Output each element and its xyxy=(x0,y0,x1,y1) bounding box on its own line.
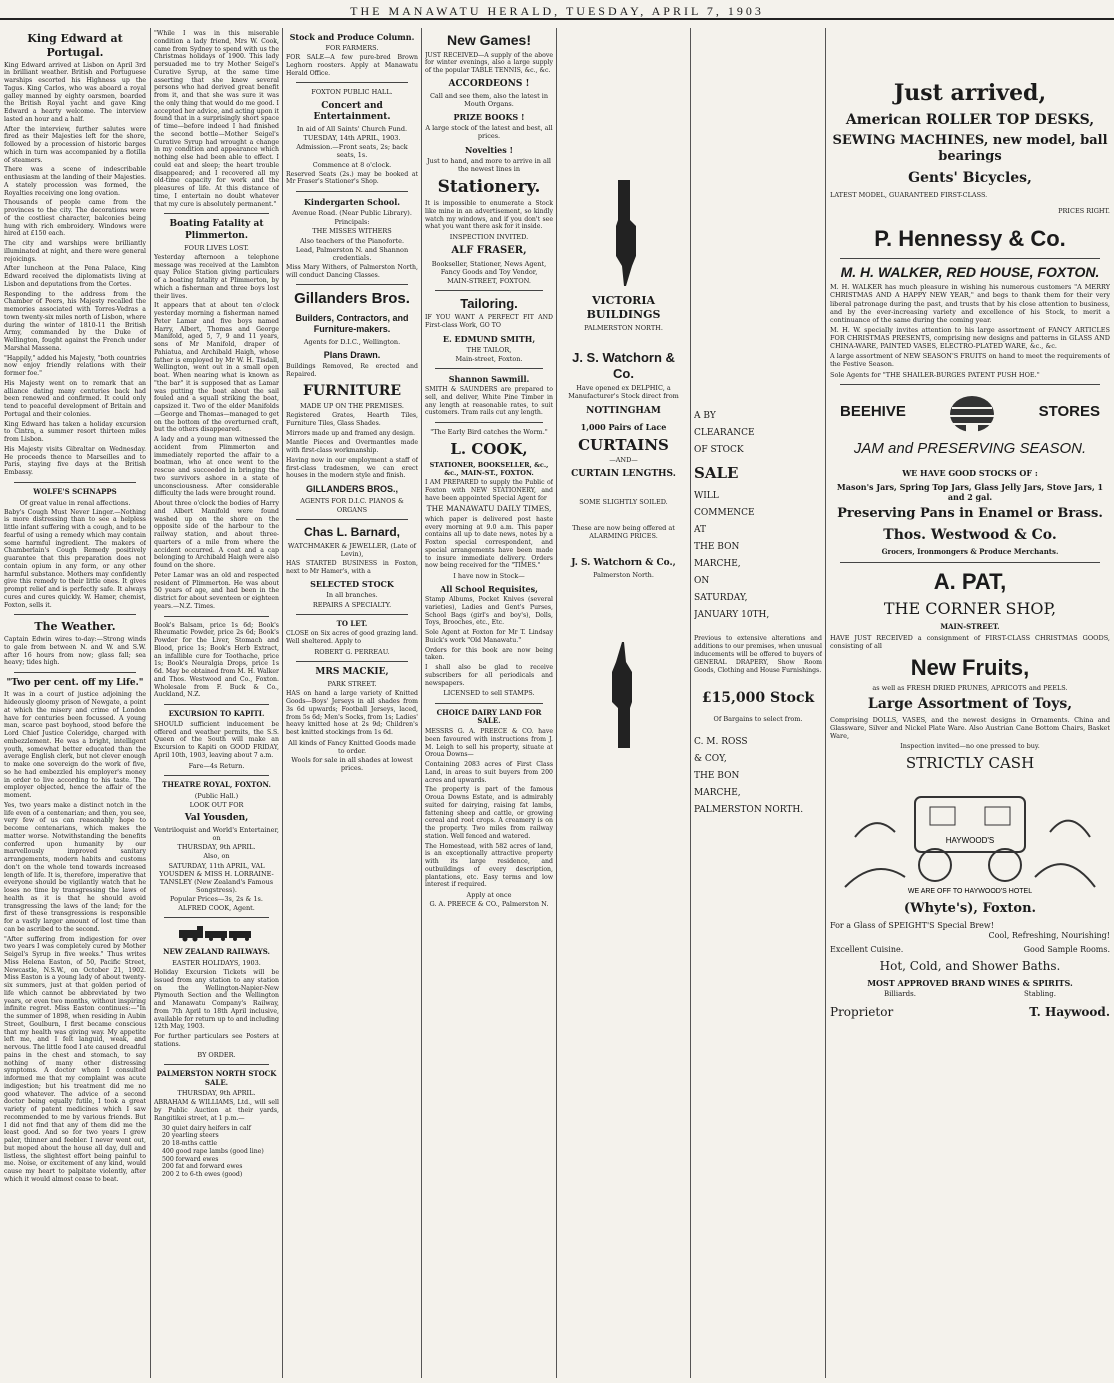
ad-paragraph: For further particulars see Posters at stations. xyxy=(154,1033,279,1048)
ad-headline: ALF FRASER, xyxy=(451,245,527,257)
ad-line: LOOK OUT FOR xyxy=(189,800,244,809)
ad-paragraph: The Homestead, with 582 acres of land, is an exceptionally attractive property with its large residence, and outbuildings of every description, plantations, etc. Easy terms and low interest if required. xyxy=(425,842,553,889)
ad-headline: EXCURSION TO KAPITI. xyxy=(168,709,265,719)
divider xyxy=(296,661,408,662)
ad-line: Palmerston North. xyxy=(593,571,654,580)
divider xyxy=(164,616,269,617)
ad-paragraph: Mantle Pieces and Overmantles made with first-class workmanship. xyxy=(286,439,418,455)
article-paragraph: There was a scene of indescribable enthusiasm at the landing of their Majesties. A stately procession was formed, the Royalties receiving one long ovation. xyxy=(4,166,146,197)
pointing-hand-icon xyxy=(604,640,644,750)
ad-headline: Novelties ! xyxy=(464,144,514,155)
beehive-icon xyxy=(942,390,1002,436)
ad-paragraph: Sole Agent at Foxton for Mr T. Lindsay Buick's work "Old Manawatu." xyxy=(425,629,553,644)
ad-headline: SEWING MACHINES, new model, ball bearings xyxy=(832,133,1108,165)
ad-line: TUESDAY, 14th APRIL, 1903. xyxy=(303,134,401,143)
list-item: 200 2 to 6-th ewes (good) xyxy=(162,1171,243,1179)
divider xyxy=(164,1064,269,1065)
ad-paragraph: Previous to extensive alterations and additions to our premises, when unusual inducements will be offered to buyers of GENERAL DRAPERY, Show Room Goods, Clothing and House Furnishings. xyxy=(694,634,822,674)
divider xyxy=(164,213,269,214)
ad-line: MARCHE, xyxy=(694,788,741,799)
train-icon xyxy=(177,924,257,942)
ad-line: Billiards. xyxy=(884,990,916,998)
ad-line: Commence at 8 o'clock. xyxy=(312,160,392,169)
ad-line: ROBERT G. PERREAU. xyxy=(314,647,390,656)
ad-line: Agents for D.I.C., Wellington. xyxy=(303,337,401,346)
column-4 xyxy=(425,28,553,1378)
ad-headline: M. H. WALKER, RED HOUSE, FOXTON. xyxy=(840,263,1100,280)
ad-headline: P. Hennessy & Co. xyxy=(874,226,1066,252)
ad-line: Lead, Palmerston N. and Shannon credentials. xyxy=(295,245,409,262)
ad-line: Admission.—Front seats, 2s; back seats, 1s. xyxy=(296,143,408,160)
ad-line: Wools for sale in all shades at lowest prices. xyxy=(291,756,413,773)
ad-line: WILL xyxy=(694,490,719,501)
column-7 xyxy=(830,28,1110,1378)
ad-line: BY ORDER. xyxy=(197,1050,236,1059)
ad-line: —AND— xyxy=(609,456,638,465)
article-paragraph: "After suffering from indigestion for over two years I was completely cured by Mother Seigel's Syrup in five weeks." Thus writes Miss Helena Easton, of 50, Pacific Street, Newcastle, N.S.W., on October 21, 1902. Miss Easton is a young lady of about twenty-six summers, just at that golden period of life which cannot be abbreviated by two years, or even two months, without inspiring infinite regret. Miss Easton continues:—"In the summer of 1898, when residing in Aubin Street, Goulburn, I first became conscious that my health was giving way. My appetite left me, and I felt languid, weak, and nervous. The little food I ate caused dreadful pains in the chest and stomach, to say nothing of many other distressing symptoms. A doctor whom I consulted informed me that my complaint was acute indigestion; but his treatment did me no good whatever. The advice of a second doctor being equally futile, I took a great variety of patent medicines which I saw recommended to me by various friends. But I did not find that any of them did me the least good. And so for two years I grew paler, thinner and feebler. I never went out, but moped about the house all day, dull and listless, the slightest effort being painful to me. Noise, or excitement of any kind, would cause my heart to palpitate violently, after which it would almost cease to beat. xyxy=(4,935,146,1183)
ad-line: THE TAILOR, xyxy=(466,345,512,354)
article-headline: Boating Fatality at Plimmerton. xyxy=(169,219,264,241)
divider xyxy=(840,258,1100,259)
ad-headline: JAM and PRESERVING SEASON. xyxy=(853,439,1087,457)
ad-paragraph: Reserved Seats (2s.) may be booked at Mr Fraser's Stationer's Shop. xyxy=(286,170,418,186)
ad-line: ON xyxy=(694,576,710,587)
ad-paragraph: Stamp Albums, Pocket Knives (several varieties), Ladies and Gent's Purses, School Bags (girl's and boy's), Dolls, Toys, Brooches, etc., Etc. xyxy=(425,596,553,627)
ad-line: OF STOCK xyxy=(694,445,744,456)
amenities-row xyxy=(830,990,1110,999)
article-paragraph: "Happily," added his Majesty, "both countries now enjoy friendly relations with their former foe." xyxy=(4,354,146,377)
ad-line: Proprietor xyxy=(830,1004,894,1019)
ad-paragraph: FOR SALE—A few pure-bred Brown Leghorn roosters. Apply at Manawatu Herald Office. xyxy=(286,54,418,77)
divider xyxy=(435,703,543,704)
ad-paragraph: Containing 2083 acres of First Class Land, in areas to suit buyers from 200 acres and upwards. xyxy=(425,761,553,784)
column-rule xyxy=(282,28,283,1378)
ad-line: WATCHMAKER & JEWELLER, (Late of Levin), xyxy=(287,541,417,558)
article-paragraph: About three o'clock the bodies of Harry and Albert Manifold were found washed up on the shore on the opposite side of the harbour to the railway station, and about three-quarters of a mile from where the accident occurred. A coat and a cap belonging to Archibald Haigh were also found on the shore. xyxy=(154,500,279,570)
ad-paragraph: Miss Mary Withers, of Palmerston North, will conduct Dancing Classes. xyxy=(286,263,418,279)
ad-headline: Tailoring. xyxy=(460,296,518,311)
article-paragraph: Captain Edwin wires to-day:—Strong winds to gale from between N. and W. and S.W. after 16 hours from now; glass fall; sea heavy; tides high. xyxy=(4,636,146,667)
ad-headline: Kindergarten School. xyxy=(303,197,401,208)
article-paragraph: After luncheon at the Pena Palace, King Edward received the diplomatists living at Lisbon and deputations from the Cortes. xyxy=(4,265,146,288)
ad-subheadline: Grocers, Ironmongers & Produce Merchants. xyxy=(881,547,1059,557)
ad-paragraph: Baby's Cough Must Never Linger.—Nothing is more distressing than to see a helpless little infant suffering with a cough, and to be fearful of using a remedy which may contain some harmful ingredient. The makers of Chamberlain's Cough Remedy positively guarantee that this preparation does not contain opium in any form, or any other harmful substance. Mothers may confidently give this remedy to their little ones. It gives prompt relief and is perfectly safe. It always cures and cures quickly. W. Hamer, chemist, Foxton, sells it. xyxy=(4,508,146,609)
column-rule xyxy=(150,28,151,1378)
proprietor-row xyxy=(830,1005,1110,1020)
divider xyxy=(296,519,408,520)
column-rule xyxy=(556,28,557,1378)
ad-headline: J. S. Watchorn & Co., xyxy=(571,558,676,569)
ad-headline: STRICTLY CASH xyxy=(905,754,1035,772)
coach-illustration-icon xyxy=(835,777,1105,897)
ad-line: SATURDAY, xyxy=(694,593,748,604)
ad-paragraph: which paper is delivered post haste every morning at 9.0 a.m. This paper contains all up to date news, notes by a Foxton special correspondent, and special arrangements have been made to insure immediate delivery. Orders now being received for the "TIMES." xyxy=(425,515,553,570)
ad-line: "The Early Bird catches the Worm." xyxy=(430,428,548,436)
ad-headline: Thos. Westwood & Co. xyxy=(883,526,1057,543)
ad-headline: Chas L. Barnard, xyxy=(303,524,401,539)
ad-headline: NOTTINGHAM xyxy=(586,406,661,417)
ad-line: I have now in Stock— xyxy=(453,572,525,580)
list-item: 20 18-mths cattle xyxy=(162,1140,218,1148)
ad-line: Call and see them, also the latest in Mouth Organs. xyxy=(429,92,549,109)
divider xyxy=(14,482,136,483)
ad-line: G. A. PREECE & CO., Palmerston N. xyxy=(429,900,549,909)
ad-headline: Large Assortment of Toys, xyxy=(867,696,1073,712)
ad-subheadline: Builders, Contractors, and Furniture-makers. xyxy=(295,313,409,335)
ad-headline: CURTAINS xyxy=(578,435,669,454)
ad-headline: MRS MACKIE, xyxy=(315,667,389,677)
column-2 xyxy=(154,28,279,1378)
ad-subheadline: MOST APPROVED BRAND WINES & SPIRITS. xyxy=(867,978,1073,988)
ad-headline: SALE xyxy=(694,464,739,483)
ad-line: SOME SLIGHTLY SOILED. xyxy=(579,497,668,506)
ad-subheadline: MAIN-STREET. xyxy=(940,622,1000,632)
ad-headline: Stationery. xyxy=(437,176,541,197)
ad-headline: Concert and Entertainment. xyxy=(313,100,391,122)
ad-line: Good Sample Rooms. xyxy=(1023,945,1110,954)
ad-line: PALMERSTON NORTH. xyxy=(584,323,663,332)
divider xyxy=(296,284,408,285)
ad-paragraph: I AM PREPARED to supply the Public of Foxton with NEW STATIONERY, and have been appointed Special Agent for xyxy=(425,479,553,502)
divider xyxy=(435,290,543,291)
ad-line: THURSDAY, 9th APRIL. xyxy=(177,843,256,852)
divider xyxy=(296,82,408,83)
ad-headline: GILLANDERS BROS., xyxy=(305,484,398,495)
masthead: THE MANAWATU HERALD, TUESDAY, APRIL 7, 1903 xyxy=(0,0,1114,20)
ad-paragraph: CLOSE on Six acres of good grazing land. Well sheltered. Apply to xyxy=(286,630,418,646)
ad-headline: J. S. Watchorn & Co. xyxy=(572,349,675,381)
ad-subtitle: Avenue Road. (Near Public Library). xyxy=(292,209,412,218)
list-item: 400 good rape lambs (good line) xyxy=(162,1147,264,1155)
ad-line: JANUARY 10TH, xyxy=(694,610,770,621)
ad-line: Also, on xyxy=(203,852,230,861)
ad-line: PRICES RIGHT. xyxy=(1058,207,1110,216)
ad-paragraph: Orders for this book are now being taken. xyxy=(425,646,553,662)
ad-line: & COY, xyxy=(694,753,727,764)
ad-line: AT xyxy=(694,524,707,535)
ad-subtitle: (Public Hall.) xyxy=(194,791,239,800)
ad-headline: NEW ZEALAND RAILWAYS. xyxy=(163,947,270,957)
coach-label: HAYWOOD'S xyxy=(945,835,995,845)
ad-subtitle: PARK STREET. xyxy=(327,680,377,689)
ad-paragraph: Book's Balsam, price 1s 6d; Book's Rheumatic Powder, price 2s 6d; Book's Powder for the Liver, Stomach and Blood, price 1s; Book's Herb Extract, an infallible cure for Toothache, price 1s; Book's Neuralgia Drops, price 1s 6d. May be obtained from M. H. Walker and Thos. Westwood and Co., Foxton. Wholesale from F. Buck & Co., Auckland, N.Z. xyxy=(154,621,279,699)
column-rule xyxy=(825,28,826,1378)
ad-subheadline: All School Requisites, xyxy=(440,584,538,595)
pointing-hand-icon xyxy=(604,178,644,288)
ad-line: THE BON xyxy=(694,770,740,781)
ad-paragraph: MESSRS G. A. PREECE & CO. have been favoured with instructions from J. M. Leigh to sell his property, situate at Oroua Downs— xyxy=(425,728,553,759)
ad-headline: CURTAIN LENGTHS. xyxy=(571,468,676,479)
column-rule xyxy=(421,28,422,1378)
article-paragraph: It was in a court of justice adjoining the hideously gloomy prison of Newgate, a point at which the misery and crime of London have for centuries been focussed. A young man, scarce past boyhood, stood before the Lord Chief Justice Coleridge, charged with embezzlement. He was a bright, intelligent youth, somewhat better educated than the average English clerk, but not clever enough to make one sovereign do the work of five, so he had embezzled his employer's money in order to live according to his taste. The employer objected, hence the affair of the moment. xyxy=(4,691,146,800)
ad-headline: ACCORDEONS ! xyxy=(448,78,530,89)
ad-paragraph: Sole Agents for "THE SHAILER-BURGES PATENT PUSH HOE." xyxy=(830,370,1040,379)
ad-paragraph: Comprising DOLLS, VASES, and the newest designs in Ornaments. China and Glassware, Silver and Nickel Plate Ware. Also Austrian Cane Bottom Chairs, Basket Ware, xyxy=(830,715,1110,740)
list-item: 200 fat and forward ewes xyxy=(162,1163,243,1171)
ad-headline: THEATRE ROYAL, FOXTON. xyxy=(162,779,271,789)
ad-headline: VICTORIA BUILDINGS xyxy=(586,294,661,321)
article-subtitle: FOUR LIVES LOST. xyxy=(184,243,249,252)
ad-paragraph: Mirrors made up and framed any design. xyxy=(286,429,415,437)
ad-headline: PRIZE BOOKS ! xyxy=(453,112,525,123)
article-paragraph: King Edward has taken a holiday excursion to Cintra, a summer resort thirteen miles from Lisbon. xyxy=(4,420,146,443)
ad-line: All kinds of Fancy Knitted Goods made to order. xyxy=(288,738,416,755)
ad-line: INSPECTION INVITED. xyxy=(449,233,529,241)
ad-paragraph: A large assortment of NEW SEASON'S FRUITS on hand to meet the requirements of the Festive Season. xyxy=(830,352,1110,369)
ad-paragraph: IF YOU WANT A PERFECT FIT AND First-class Work, GO TO xyxy=(425,314,553,329)
list-item: 20 yearling steers xyxy=(162,1132,219,1140)
ad-headline: L. COOK, xyxy=(450,440,528,459)
ad-line: CLEARANCE xyxy=(694,428,755,439)
ad-line: Bookseller, Stationer, News Agent, Fancy Goods and Toy Vendor, xyxy=(431,259,547,276)
ad-line: Cool, Refreshing, Nourishing! xyxy=(988,931,1110,940)
ad-paragraph: I shall also be glad to receive subscribers for all periodicals and newspapers. xyxy=(425,664,553,687)
ad-line: THE MANAWATU DAILY TIMES, xyxy=(426,504,552,514)
article-paragraph: It appears that at about ten o'clock yesterday morning a fisherman named Peter Lamar and five boys named Harry, Albert, Thomas and George Manifold, aged 5, 7, 9 and 11 years, sons of Mr Manifold, draper of Pahiatua, and Archibald Haigh, whose father is employed by Mr W. H. Tisdall, Wellington, went out in a small open boat. When nearing what is known as "the bar" it is supposed that as Lamar was putting the boat about the sail fouled and a squall striking the boat, capsized it. Two of the elder Manifolds—George and Thomas—managed to get on the bottom of the overturned craft, but the others disappeared. xyxy=(154,302,279,434)
ad-line: LICENSED to sell STAMPS. xyxy=(443,689,535,698)
divider xyxy=(435,422,543,423)
divider xyxy=(840,562,1100,563)
ad-subheadline: 1,000 Pairs of Lace xyxy=(580,421,667,432)
ad-subtitle: FOR FARMERS. xyxy=(325,44,379,52)
divider xyxy=(14,672,136,673)
ad-headline: E. EDMUND SMITH, xyxy=(442,333,536,344)
ad-line: For a Glass of SPEIGHT'S Special Brew! xyxy=(830,921,994,930)
ad-line: T. Haywood. xyxy=(1029,1004,1110,1019)
ad-paragraph: HAS STARTED BUSINESS in Foxton, next to Mr Hamer's, with a xyxy=(286,559,418,575)
ad-line: Popular Prices—3s, 2s & 1s. xyxy=(170,895,263,903)
ad-headline: Gillanders Bros. xyxy=(294,290,410,308)
column-5 xyxy=(560,28,687,1378)
ad-headline: Shannon Sawmill. xyxy=(448,374,530,384)
ad-subtitle: Of great value in renal affections. xyxy=(19,498,131,507)
ad-line: Of Bargains to select from. xyxy=(713,715,803,724)
ad-line: Also teachers of the Pianoforte. xyxy=(299,236,405,245)
column-6 xyxy=(694,28,822,1378)
ad-headline: American ROLLER TOP DESKS, xyxy=(845,111,1095,128)
ad-line: Just to hand, and more to arrive in all the newest lines in xyxy=(426,156,552,173)
ad-line: AGENTS FOR D.I.C. PIANOS & ORGANS xyxy=(300,497,404,514)
ad-headline: Stock and Produce Column. xyxy=(289,32,415,42)
column-rule xyxy=(690,28,691,1378)
ad-headline: WOLFE'S SCHNAPPS xyxy=(33,486,117,496)
beehive-banner xyxy=(830,390,1110,436)
ad-line: SATURDAY, 11th APRIL, VAL YOUSDEN & MISS H. LORRAINE-TANSLEY (New Zealand's Famous Songstress). xyxy=(159,861,274,894)
ad-line: REPAIRS A SPECIALTY. xyxy=(312,600,392,609)
ad-paragraph: SHOULD sufficient inducement be offered and weather permits, the S.S. Queen of the South will make an Excursion to Kapiti on GOOD FRIDAY, April 10th, 1903, leaving about 7 a.m. xyxy=(154,720,279,759)
list-item: 500 forward ewes xyxy=(162,1155,219,1163)
divider xyxy=(14,614,136,615)
ad-line: LATEST MODEL, GUARANTEED FIRST-CLASS. xyxy=(830,191,988,199)
ad-line: C. M. ROSS xyxy=(694,736,748,747)
ad-line: COMMENCE xyxy=(694,507,755,518)
ad-headline: Val Yousden, xyxy=(184,812,249,823)
ad-paragraph: Having now in our employment a staff of first-class tradesmen, we can erect houses in the modern style and finish. xyxy=(286,456,418,480)
ad-line: Have opened ex DELPHIC, a Manufacturer's Stock direct from xyxy=(568,384,679,401)
ad-headline: Gents' Bicycles, xyxy=(908,169,1032,186)
ad-line: THE MISSES WITHERS xyxy=(312,227,392,236)
ad-headline: STORES xyxy=(1038,403,1100,421)
ad-paragraph: SMITH & SAUNDERS are prepared to sell, and deliver, White Pine Timber in any length at reasonable rates, to suit customers. Tram rails cut any length. xyxy=(425,386,553,417)
article-paragraph: "While I was in this miserable condition a lady friend, Mrs W. Cook, came from Sydney to spend with us the Christmas holidays of 1900. This lady persuaded me to try Mother Seigel's Curative Syrup, at the same time asserting that she knew several persons who had derived great benefit from it, and that she was sure it was the only thing that would do me good. I accepted her advice, and acting upon it found that in a surprisingly short space of time—before indeed I had finished the second bottle—Mother Seigel's Curative Syrup had wrought a change in my condition and appearance which nothing else had been able to effect. I could eat and sleep; the heart trouble disappeared; and I recovered all my old-time capacity for work and the pleasures of life. At this distance of time, I entertain no doubt whatever that my cure is absolutely permanent." xyxy=(154,30,279,208)
coach-caption: WE ARE OFF TO HAYWOOD'S HOTEL xyxy=(907,887,1033,895)
ad-line: MADE UP ON THE PREMISES. xyxy=(300,402,404,410)
ad-line: PALMERSTON NORTH. xyxy=(694,805,804,816)
ad-paragraph: ABRAHAM & WILLIAMS, Ltd., will sell by Public Auction at their yards, Rangitikei street, at 1 p.m.— xyxy=(154,1099,279,1122)
article-paragraph: After the interview, further salutes were fired as their Majesties left for the shore, followed by a procession of historic barges which in turn was accompanied by a flotilla of steamers. xyxy=(4,125,146,164)
ad-line: Excellent Cuisine. xyxy=(830,945,904,954)
ad-line: In all branches. xyxy=(326,591,378,600)
ad-line: THE BON xyxy=(694,542,740,553)
ad-line: Apply at once xyxy=(466,891,512,899)
ad-line: A BY xyxy=(694,411,716,421)
ad-line: Ventriloquist and World's Entertainer, on xyxy=(154,826,279,843)
divider xyxy=(435,368,543,369)
divider xyxy=(296,191,408,192)
ad-subheadline: Plans Drawn. xyxy=(323,349,381,360)
ad-paragraph: HAS on hand a large variety of Knitted Goods—Boys' Jerseys in all shades from 3s 6d upwards; Football Jerseys, laced, from 5s 6d; Men's Socks, from 1s; Ladies' heavy knitted hose at 2s 9d; Children's best knitted stockings from 1s 6d. xyxy=(286,690,418,737)
ad-subheadline: WE HAVE GOOD STOCKS OF : xyxy=(902,468,1038,479)
article-paragraph: A lady and a young man witnessed the accident from Plimmerton and immediately reported the affair to a boatman, who at once went to the rescue and succeeded in bringing the two survivors ashore in a state of unconsciousness. After considerable difficulty the lads were brought round. xyxy=(154,436,279,498)
ad-headline: Preserving Pans in Enamel or Brass. xyxy=(837,506,1103,522)
column-1 xyxy=(4,28,146,1378)
ad-subtitle: EASTER HOLIDAYS, 1903. xyxy=(172,959,261,967)
article-paragraph: Yes, two years make a distinct notch in the life even of a centenarian; and then, you see, very few of us can reasonably hope to become centenarians, which makes the matter worse. Notwithstanding the benefits conferred upon humanity by our marvellously improved sanitary arrangements, modern habits and customs don't on the whole tend towards increased length of life. It is, therefore, imperative that everyone should be vigilantly watch that he loses no time by transgressing the laws of health as it is that he should avoid transgressing the laws of the land; for the first of these transgressions is responsible for a vastly larger amount of lost time than can be ascribed to the second. xyxy=(4,801,146,933)
ad-headline: Just arrived, xyxy=(893,80,1047,106)
divider xyxy=(164,917,269,918)
ad-headline: New Games! xyxy=(446,32,532,48)
article-paragraph: The city and warships were brilliantly illuminated at night, and there were general rejoicings. xyxy=(4,240,146,263)
ad-headline: £15,000 Stock xyxy=(701,689,815,706)
ad-headline: Hot, Cold, and Shower Baths. xyxy=(879,959,1061,973)
column-3 xyxy=(286,28,418,1378)
divider xyxy=(164,775,269,776)
ad-paragraph: M. H. W. specially invites attention to his large assortment of FANCY ARTICLES FOR CHRISTMAS PRESENTS, comprising new designs and patterns in GLASS AND CHINA-WARE, PAINTED VASES, ELECTRO-PLATED WARE, &c., &c. xyxy=(830,325,1110,351)
ad-paragraph: Buildings Removed, Re erected and Repaired. xyxy=(286,363,418,378)
ad-paragraph: It is impossible to enumerate a Stock like mine in an advertisement, so kindly watch my windows, and if you don't see what you want there ask for it inside. xyxy=(425,200,553,231)
ad-line: These are now being offered at ALARMING PRICES. xyxy=(572,523,675,540)
ad-subheadline: Mason's Jars, Spring Top Jars, Glass Jelly Jars, Stove Jars, 1 and 2 gal. xyxy=(836,482,1104,503)
ad-headline: BEEHIVE xyxy=(840,403,906,421)
divider xyxy=(164,704,269,705)
article-paragraph: Peter Lamar was an old and respected resident of Plimmerton. He was about 50 years of age, and had been in the district for about seventeen or eighteen years.—N.Z. Times. xyxy=(154,571,279,610)
divider xyxy=(840,384,1100,385)
ad-paragraph: HAVE JUST RECEIVED a consignment of FIRST-CLASS CHRISTMAS GOODS, consisting of all xyxy=(830,634,1110,651)
ad-line: In aid of All Saints' Church Fund. xyxy=(296,125,408,133)
list-item: 30 quiet dairy heifers in calf xyxy=(162,1124,251,1132)
article-headline: King Edward at Portugal. xyxy=(27,32,123,59)
ad-line: A large stock of the latest and best, all prices. xyxy=(425,124,553,141)
ad-headline: PALMERSTON NORTH STOCK SALE. xyxy=(156,1068,277,1087)
article-paragraph: Responding to the address from the Chamber of Peers, his Majesty recalled the memories associated with Torres-Vedras a town twenty-six miles north of Lisbon, where during the winter of 1810-11 the British Army, commanded by the Duke of Wellington, fought against the French under Marshal Massena. xyxy=(4,290,146,352)
ad-line: Principals: xyxy=(334,218,370,227)
article-paragraph: Yesterday afternoon a telephone message was received at the Lambton quay Police Station giving particulars of a boating fatality at Plimmerton, by which a fisherman and three boys lost their lives. xyxy=(154,253,279,300)
ad-headline: FURNITURE xyxy=(302,382,402,399)
ad-line: FOXTON PUBLIC HALL. xyxy=(311,88,393,97)
ad-headline: THE CORNER SHOP, xyxy=(883,599,1057,619)
ad-line: Fare—4s Return. xyxy=(188,761,245,770)
ad-headline: New Fruits, xyxy=(910,655,1030,681)
sale-list xyxy=(162,1125,279,1179)
article-paragraph: His Majesty went on to remark that an alliance dating many centuries back had been renewed and confirmed. It could only tend to peaceful development of Britain and Portugal and their colonies. xyxy=(4,379,146,418)
ad-headline: CHOICE DAIRY LAND FOR SALE. xyxy=(436,707,542,726)
ad-paragraph: The property is part of the famous Oroua Downs Estate, and is admirably suited for dairying, raising fat lambs, fattening sheep and cattle, or growing cereal and root crops. A creamery is on the property. Two miles from railway station. Well fenced and watered. xyxy=(425,786,553,840)
article-paragraph: His Majesty visits Gibraltar on Wednesday. He proceeds thence to Marseilles and to Paris, staying five days at the British Embassy. xyxy=(4,445,146,476)
ad-line: Stabling. xyxy=(1023,990,1056,998)
divider xyxy=(296,614,408,615)
amenities-row xyxy=(830,945,1110,955)
ad-line: ALFRED COOK, Agent. xyxy=(178,904,255,913)
ad-headline: A. PAT, xyxy=(933,568,1007,594)
ad-line: Main-street, Foxton. xyxy=(455,354,523,363)
article-headline: The Weather. xyxy=(34,620,116,634)
ad-line: MAIN-STREET, FOXTON. xyxy=(447,276,531,285)
ad-line: as well as FRESH DRIED PRUNES, APRICOTS and PEELS. xyxy=(872,683,1068,692)
ad-line: MARCHE, xyxy=(694,559,741,570)
ad-paragraph: JUST RECEIVED—A supply of the above for winter evenings, also a large supply of the popular TABLE TENNIS, &c., &c. xyxy=(425,51,553,74)
article-paragraph: King Edward arrived at Lisbon on April 3rd in brilliant weather. British and Portuguese warships escorted his Highness up the Tagus. King Carlos, who was aboard a royal galley manned by eighty oarsmen, boarded the British Royal yacht and gave King Edward a hearty welcome. The interview lasted an hour and a half. xyxy=(4,61,146,123)
ad-line: STATIONER, BOOKSELLER, &c., &c., MAIN-ST., FOXTON. xyxy=(429,460,549,477)
ad-headline: TO LET. xyxy=(336,618,368,628)
ad-line: Inspection invited—no one pressed to buy. xyxy=(900,741,1040,750)
ad-paragraph: Holiday Excursion Tickets will be issued from any station to any station on the Wellington-Napier-New Plymouth Section and the Wellington and Manawatu Company's Railway, from 7th April to 18th April inclusive, available for return up to and including 12th May, 1903. xyxy=(154,969,279,1031)
article-paragraph: Thousands of people came from the provinces to the city. The decorations were of the costliest character, balconies being hung with rich embroidery. Windows were hired at £150 each. xyxy=(4,199,146,238)
ad-subheadline: SELECTED STOCK xyxy=(310,579,394,590)
ad-paragraph: Registered Grates, Hearth Tiles, Furniture Tiles, Glass Shades. xyxy=(286,412,418,427)
ad-paragraph: M. H. WALKER has much pleasure in wishing his numerous customers "A MERRY CHRISTMAS AND A HAPPY NEW YEAR," and begs to thank them for their very liberal patronage during the past, and trusts that by his close attention to business, and by the ever-increasing variety and excellence of his Stock, to merit a continuance of the same during the coming year. xyxy=(830,283,1110,324)
article-headline: "Two per cent. off my Life." xyxy=(6,678,144,689)
ad-headline: (Whyte's), Foxton. xyxy=(903,900,1037,916)
ad-line: THURSDAY, 9th APRIL. xyxy=(177,1089,256,1098)
